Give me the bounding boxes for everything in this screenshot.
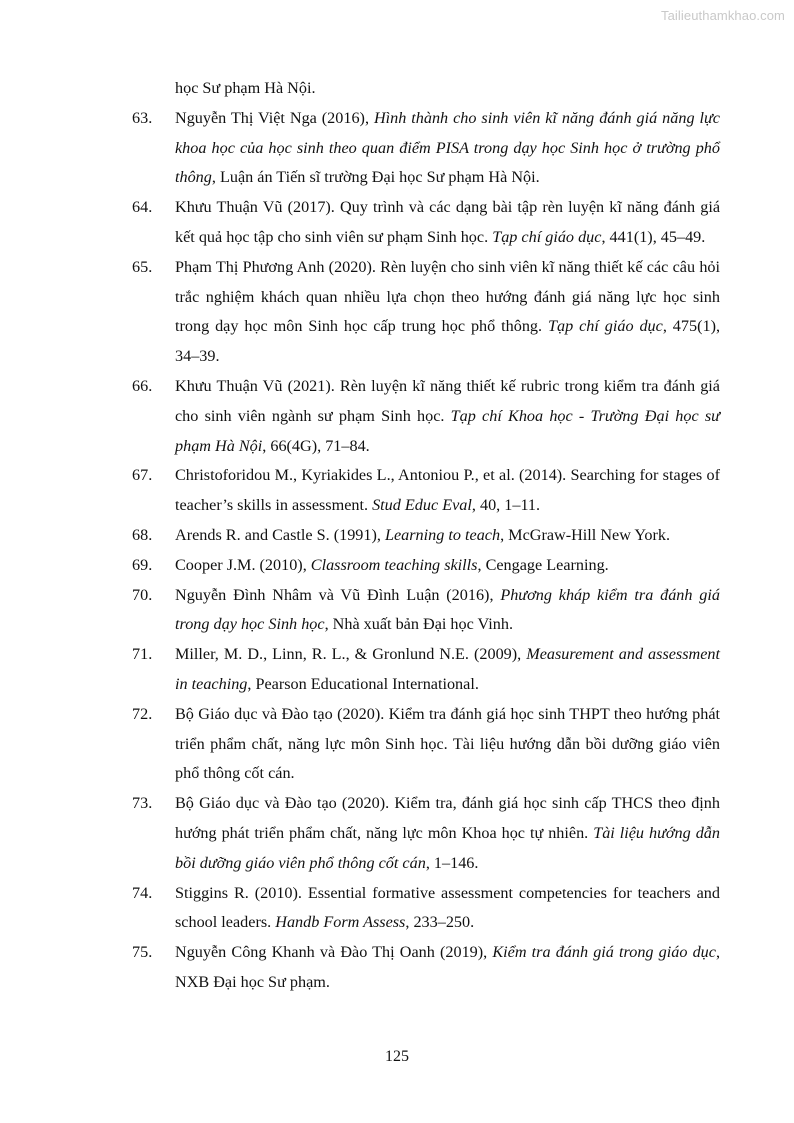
reference-title: Phương kháp kiểm tra đánh giá trong dạy học Sinh học (175, 585, 720, 634)
page-number: 125 (385, 1048, 409, 1065)
reference-segment: , Luận án Tiến sĩ trường Đại học Sư phạm Hà Nội. (211, 168, 540, 187)
reference-title: Tạp chí giáo dục (547, 317, 663, 336)
reference-title: Tạp chí giáo dục (492, 227, 602, 246)
reference-text (175, 521, 720, 551)
reference-segment: Nguyễn Thị Việt Nga (2016), (175, 108, 374, 127)
reference-segment: Bộ Giáo dục và Đào tạo (2020). Kiểm tra đánh giá học sinh THPT theo hướng phát triển phẩm chất, năng lực môn Sinh học. Tài liệu hướng dẫn bồi dưỡng giáo viên phổ thông cốt cán. (175, 704, 720, 783)
reference-segment: Nguyễn Công Khanh và Đào Thị Oanh (2019), (175, 943, 493, 962)
reference-segment: , NXB Đại học Sư phạm. (175, 943, 721, 991)
reference-title: Hình thành cho sinh viên kĩ năng đánh giá năng lực khoa học của học sinh theo quan điểm PISA trong dạy học Sinh học ở trường phổ thông (175, 108, 720, 187)
reference-segment: Nguyễn Đình Nhâm và Vũ Đình Luận (2016), (175, 585, 501, 604)
reference-segment: Khưu Thuận Vũ (2017). Quy trình và các dạng bài tập rèn luyện kĩ năng đánh giá kết quả học tập cho sinh viên sư phạm Sinh học. (175, 198, 720, 246)
reference-text (175, 938, 720, 998)
reference-item (0, 104, 794, 193)
reference-title: Stud Educ Eval (372, 496, 472, 515)
reference-title: Tạp chí Khoa học - Trường Đại học sư phạm Hà Nội (175, 406, 720, 455)
reference-segment: Phạm Thị Phương Anh (2020). Rèn luyện cho sinh viên kĩ năng thiết kế các câu hỏi trắc nghiệm khách quan nhiều lựa chọn theo hướng đánh giá năng lực học sinh trong dạy học môn Sinh học cấp trung học phổ thông. (175, 257, 720, 336)
reference-segment: , 66(4G), 71–84. (262, 436, 370, 455)
reference-number: 63. (132, 108, 153, 127)
reference-continuation (0, 74, 794, 104)
reference-text (175, 700, 720, 789)
reference-text (175, 372, 720, 461)
reference-item (0, 879, 794, 939)
reference-segment: , 40, 1–11. (471, 496, 541, 515)
reference-items (0, 104, 794, 998)
reference-item (0, 938, 794, 998)
reference-text (175, 551, 720, 581)
reference-text (175, 879, 720, 939)
reference-segment: Cooper J.M. (2010), (175, 555, 311, 574)
reference-number: 70. (132, 585, 153, 604)
reference-list (0, 74, 794, 998)
reference-title: Handb Form Assess (275, 913, 406, 932)
reference-number: 73. (132, 794, 153, 813)
reference-segment: , 475(1), 34–39. (175, 317, 721, 366)
reference-item (0, 789, 794, 878)
reference-item (0, 461, 794, 521)
reference-number: 64. (132, 198, 153, 217)
reference-segment: Khưu Thuận Vũ (2021). Rèn luyện kĩ năng thiết kế rubric trong kiểm tra đánh giá cho sinh viên ngành sư phạm Sinh học. (175, 376, 720, 425)
reference-item (0, 551, 794, 581)
reference-text (175, 789, 720, 878)
reference-segment: Bộ Giáo dục và Đào tạo (2020). Kiểm tra, đánh giá học sinh cấp THCS theo định hướng phát triển phẩm chất, năng lực môn Khoa học tự nhiên. (175, 794, 720, 842)
reference-number: 75. (132, 943, 153, 962)
reference-segment: , 441(1), 45–49. (601, 227, 706, 246)
watermark-text: Tailieuthamkhao.com (660, 8, 785, 23)
reference-text (175, 581, 720, 641)
reference-title: Learning to teach (384, 525, 501, 544)
reference-number: 72. (132, 704, 153, 723)
reference-item (0, 521, 794, 551)
reference-text (175, 104, 720, 193)
reference-segment: , 233–250. (405, 913, 475, 932)
reference-number: 67. (132, 466, 153, 485)
reference-segment: , McGraw-Hill New York. (500, 525, 671, 544)
reference-item (0, 253, 794, 372)
reference-number: 68. (132, 525, 153, 544)
reference-continuation-text: học Sư phạm Hà Nội. (175, 79, 316, 97)
reference-number: 65. (132, 257, 153, 276)
reference-text (175, 640, 720, 700)
reference-title: Measurement and assessment in teaching (175, 645, 721, 693)
reference-segment: Christoforidou M., Kyriakides L., Antoniou P., et al. (2014). Searching for stages of teacher’s skills in assessment. (175, 466, 720, 515)
reference-text (175, 253, 720, 372)
reference-item (0, 581, 794, 641)
reference-item (0, 193, 794, 253)
reference-segment: , 1–146. (425, 853, 479, 872)
reference-text (175, 461, 720, 521)
reference-item (0, 700, 794, 789)
reference-segment: Stiggins R. (2010). Essential formative assessment competencies for teachers and school leaders. (175, 883, 720, 932)
reference-number: 69. (132, 555, 153, 574)
reference-segment: , Cengage Learning. (477, 555, 609, 574)
reference-number: 71. (132, 645, 153, 664)
reference-title: Kiểm tra đánh giá trong giáo dục (492, 943, 716, 962)
reference-text (175, 193, 720, 253)
reference-segment: Arends R. and Castle S. (1991), (175, 525, 385, 544)
reference-item (0, 640, 794, 700)
reference-segment: , Pearson Educational International. (247, 674, 479, 693)
reference-segment: Miller, M. D., Linn, R. L., & Gronlund N.E. (2009), (175, 645, 527, 664)
reference-number: 74. (132, 883, 153, 902)
reference-segment: , Nhà xuất bản Đại học Vinh. (324, 615, 514, 634)
reference-title: Tài liệu hướng dẫn bồi dưỡng giáo viên phổ thông cốt cán (175, 823, 720, 872)
reference-title: Classroom teaching skills (310, 555, 478, 574)
reference-number: 66. (132, 376, 153, 395)
reference-item (0, 372, 794, 461)
